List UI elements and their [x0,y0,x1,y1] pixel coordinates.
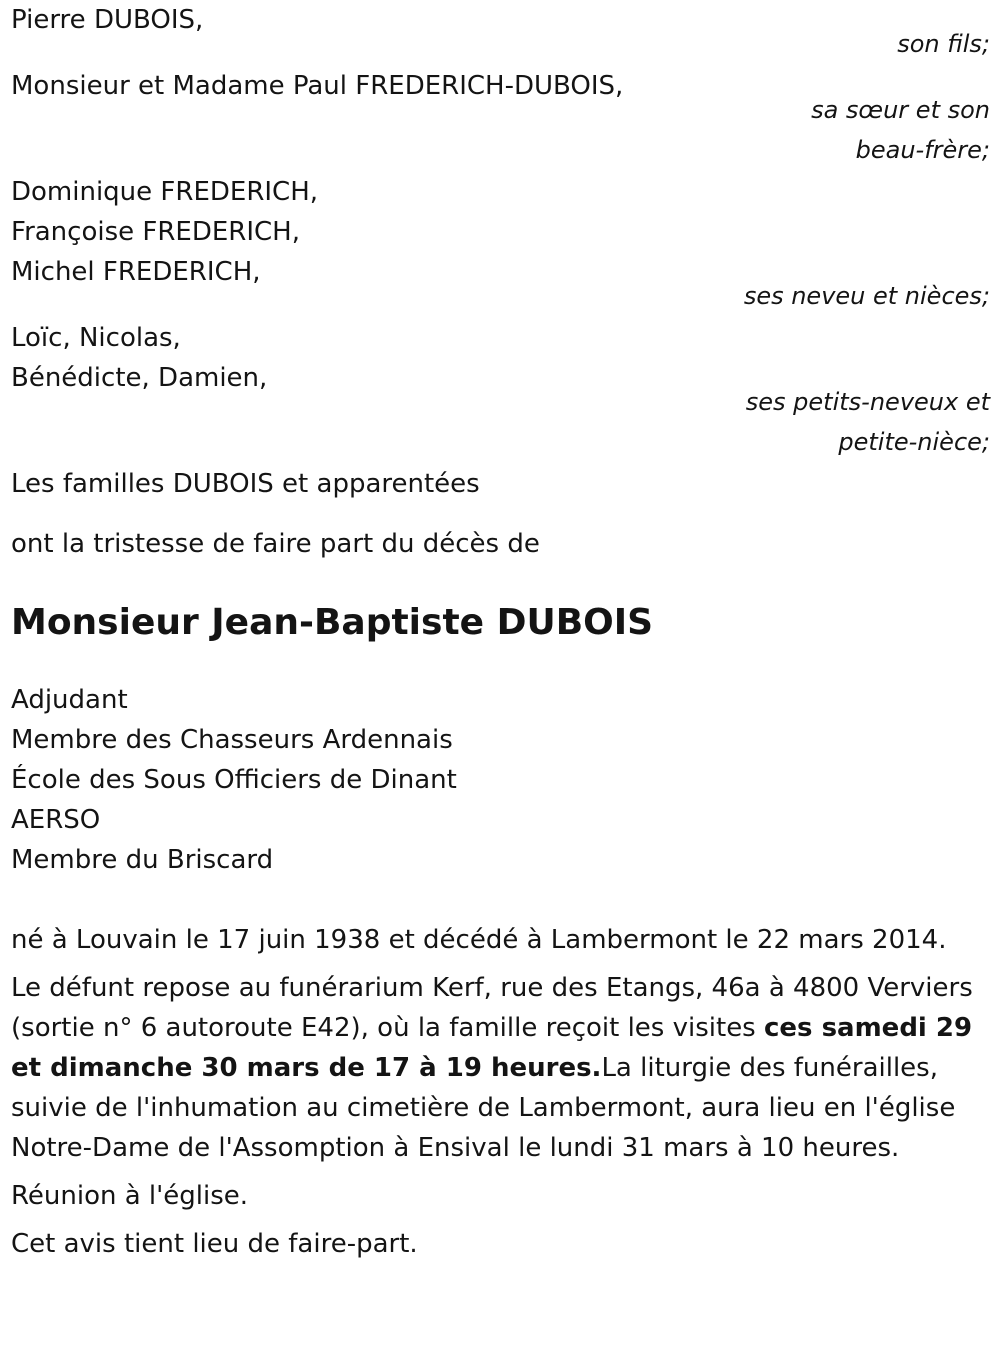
title-line: École des Sous Officiers de Dinant [11,765,457,795]
title-line: Membre du Briscard [11,845,274,875]
family-relation: ses neveu et nièces; [743,282,990,310]
family-relation: sa sœur et son [811,96,990,124]
closing-line: Cet avis tient lieu de faire-part. [11,1229,418,1259]
title-line: AERSO [11,805,101,835]
meeting-line: Réunion à l'église. [11,1181,249,1211]
family-name-line: Dominique FREDERICH, [11,177,319,207]
details-text-2: La liturgie des funérailles, suivie de l'inhumation au cimetière de Lambermont, aura lieu en l'église Notre-Dame de l'Assomption à Ensival le lundi 31 mars à 10 heures. [11,1053,956,1163]
families-line: Les familles DUBOIS et apparentées [11,469,480,499]
title-line: Adjudant [11,685,128,715]
title-line: Membre des Chasseurs Ardennais [11,725,453,755]
family-name-line: Michel FREDERICH, [11,257,261,287]
deceased-titles [11,680,990,880]
details-text-1: Le défunt repose au funérarium Kerf, rue des Etangs, 46a à 4800 Verviers (sortie n° 6 autoroute E42), où la famille reçoit les visites [11,973,973,1043]
funeral-details [11,968,990,1168]
family-relation: ses petits-neveux et [745,388,990,416]
family-relation: beau-frère; [855,136,990,164]
family-relation: petite-nièce; [838,428,990,456]
family-group-grandnephews [11,318,990,462]
deceased-name: Monsieur Jean-Baptiste DUBOIS [11,602,654,643]
family-name-line: Bénédicte, Damien, [11,363,268,393]
announcement-text: ont la tristesse de faire part du décès de [11,529,540,559]
family-relation: son fils; [897,30,990,58]
family-name-line: Loïc, Nicolas, [11,323,181,353]
visiting-hours: ces samedi 29 et dimanche 30 mars de 17 à 19 heures. [11,1013,973,1083]
family-group-son [11,0,990,64]
family-name-line: Monsieur et Madame Paul FREDERICH-DUBOIS, [11,71,624,101]
family-name-line: Pierre DUBOIS, [11,5,204,35]
family-name-line: Françoise FREDERICH, [11,217,300,247]
birth-death-line: né à Louvain le 17 juin 1938 et décédé à Lambermont le 22 mars 2014. [11,925,947,955]
family-group-sister [11,66,990,170]
family-group-nephews [11,172,990,316]
